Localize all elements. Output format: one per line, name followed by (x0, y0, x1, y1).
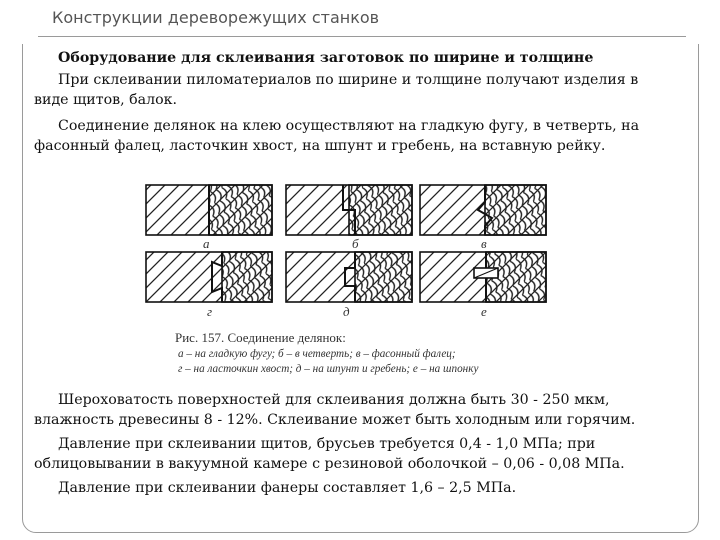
joint-panel-g (146, 252, 272, 302)
joint-label-e: е (481, 304, 487, 319)
joint-label-v: в (481, 236, 487, 251)
joint-label-b: б (352, 236, 359, 251)
paragraph-5: Давление при склеивании фанеры составляет 1,6 – 2,5 МПа. (58, 480, 517, 496)
joint-panel-e (420, 252, 546, 302)
figure-legend-line-1: а – на гладкую фугу; б – в четверть; в – фасонный фалец; (178, 348, 456, 360)
section-heading: Оборудование для склеивания заготовок по ширине и толщине (58, 50, 594, 66)
joint-label-d: д (343, 304, 350, 319)
joint-label-g: г (207, 304, 213, 319)
paragraph-2: Соединение делянок на клею осуществляют на гладкую фугу, в четверть, на фасонный фалец, ласточкин хвост, на шпунт и гребень, на вставную рейку. (34, 118, 640, 154)
joint-panel-b (286, 185, 412, 235)
joint-label-a: а (203, 236, 210, 251)
slide-title: Конструкции дереворежущих станков (52, 8, 380, 27)
paragraph-3: Шероховатость поверхностей для склеивания должна быть 30 - 250 мкм, влажность древесины 8 - 12%. Склеивание может быть холодным или горячим. (34, 392, 636, 428)
paragraph-4: Давление при склеивании щитов, брусьев требуется 0,4 - 1,0 МПа; при облицовывании в вакуумной камере с резиновой оболочкой – 0,06 - 0,08 МПа. (34, 436, 625, 472)
figure-caption: Рис. 157. Соединение делянок: (175, 330, 346, 345)
joint-panel-a (146, 185, 272, 235)
paragraph-1: При склеивании пиломатериалов по ширине и толщине получают изделия в виде щитов, балок. (34, 72, 639, 108)
joint-panel-v (420, 185, 546, 235)
joint-panel-d (286, 252, 412, 302)
figure-legend-line-2: г – на ласточкин хвост; д – на шпунт и гребень; е – на шпонку (178, 363, 479, 375)
